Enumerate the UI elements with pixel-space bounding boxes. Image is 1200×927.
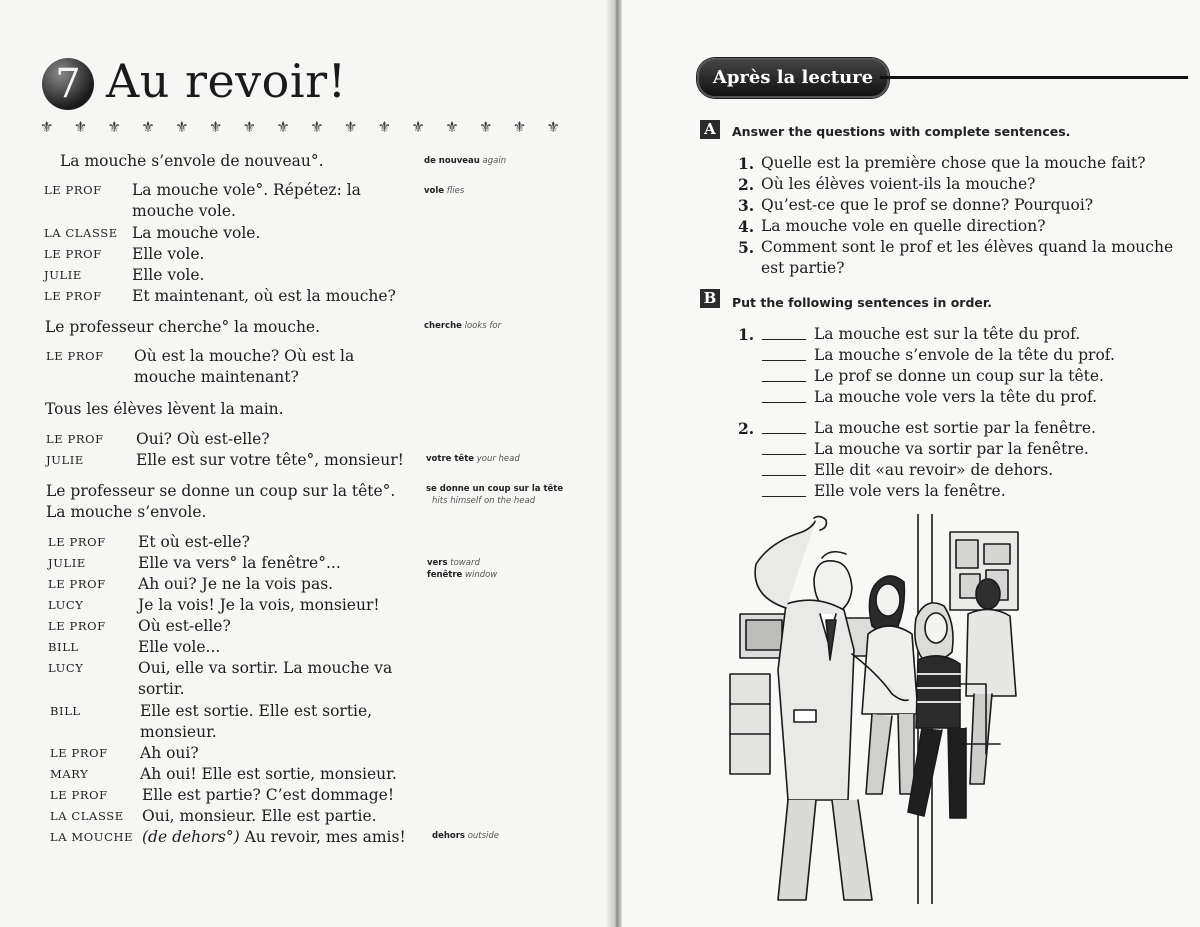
narration-line: La mouche s’envole.	[46, 503, 207, 521]
dialogue-line: mouche maintenant?	[134, 368, 299, 386]
gloss-term: vole	[424, 186, 445, 196]
answer-blank	[762, 496, 806, 497]
answer-blank	[762, 475, 806, 476]
banner-rule	[880, 76, 1188, 79]
dialogue-line: Elle vole...	[138, 638, 221, 656]
gloss-meaning: looks for	[464, 321, 502, 331]
gloss-term: vers	[427, 558, 448, 568]
order-sentence: La mouche s’envole de la tête du prof.	[814, 346, 1115, 364]
fleur-de-lis-icon: ⚜	[546, 118, 560, 136]
gloss-term: votre tête	[426, 454, 475, 464]
dialogue-line: Ah oui? Je ne la vois pas.	[138, 575, 334, 593]
chapter-title: Au revoir!	[106, 54, 347, 108]
classroom-illustration	[722, 514, 1042, 904]
group-number: 2.	[738, 419, 755, 438]
dialogue-line: Oui? Où est-elle?	[136, 430, 270, 448]
dialogue-text: Au revoir, mes amis!	[244, 828, 406, 846]
answer-blank	[762, 339, 806, 340]
dialogue-line: Elle vole.	[132, 266, 205, 284]
question-number: 4.	[738, 217, 755, 236]
fleur-de-lis-icon: ⚜	[208, 118, 223, 136]
gloss-meaning: flies	[446, 186, 465, 196]
speaker-label: LE PROF	[46, 432, 104, 446]
gloss	[432, 830, 499, 842]
speaker-label: LUCY	[48, 661, 84, 675]
gloss	[426, 453, 520, 465]
section-a-instruction: Answer the questions with complete sentences.	[732, 124, 1071, 139]
fleur-de-lis-icon: ⚜	[242, 118, 257, 136]
question-number: 5.	[738, 238, 755, 257]
answer-blank	[762, 381, 806, 382]
speaker-label: JULIE	[44, 268, 82, 282]
gloss-term: se donne un coup sur la tête	[426, 484, 564, 494]
speaker-label: LUCY	[48, 598, 84, 612]
section-b-instruction: Put the following sentences in order.	[732, 295, 992, 310]
speaker-label: LE PROF	[44, 247, 102, 261]
dialogue-line: Elle va vers° la fenêtre°...	[138, 554, 341, 572]
gloss-term: de nouveau	[424, 156, 480, 166]
fleur-de-lis-divider	[40, 118, 560, 136]
dialogue-line: Elle est sur votre tête°, monsieur!	[136, 451, 404, 469]
fleur-de-lis-icon: ⚜	[73, 118, 88, 136]
fleur-de-lis-icon: ⚜	[141, 118, 155, 136]
gloss-meaning: outside	[467, 831, 500, 841]
fleur-de-lis-icon: ⚜	[445, 118, 459, 136]
gloss-meaning: window	[465, 570, 498, 580]
fleur-de-lis-icon: ⚜	[411, 118, 425, 136]
answer-blank	[762, 360, 806, 361]
dialogue-line	[142, 827, 406, 847]
speaker-label: JULIE	[46, 453, 84, 467]
order-sentence: La mouche est sortie par la fenêtre.	[814, 419, 1096, 437]
question-number: 1.	[738, 154, 755, 173]
fleur-de-lis-icon: ⚜	[343, 118, 358, 136]
question-number: 2.	[738, 175, 755, 194]
section-a-badge: A	[700, 120, 720, 139]
order-sentence: Le prof se donne un coup sur la tête.	[814, 367, 1104, 385]
order-sentence: Elle vole vers la fenêtre.	[814, 482, 1006, 500]
speaker-label: LA CLASSE	[44, 226, 118, 240]
dialogue-line: Où est la mouche? Où est la	[134, 347, 355, 365]
fleur-de-lis-icon: ⚜	[276, 118, 290, 136]
stage-direction: (de dehors°)	[142, 828, 240, 846]
question-text: Où les élèves voient-ils la mouche?	[761, 175, 1036, 193]
chapter-number-badge: 7	[42, 58, 94, 110]
dialogue-line: Et maintenant, où est la mouche?	[132, 287, 396, 305]
speaker-label: LE PROF	[44, 289, 102, 303]
gloss	[426, 483, 563, 495]
gloss-meaning: toward	[450, 558, 480, 568]
gloss	[427, 557, 480, 569]
answer-blank	[762, 433, 806, 434]
fleur-de-lis-icon: ⚜	[107, 118, 121, 136]
dialogue-line: mouche vole.	[132, 202, 236, 220]
fleur-de-lis-icon: ⚜	[478, 118, 493, 136]
fleur-de-lis-icon: ⚜	[175, 118, 189, 136]
narration-line: Tous les élèves lèvent la main.	[45, 400, 284, 418]
speaker-label: LE PROF	[50, 788, 108, 802]
speaker-label: LE PROF	[46, 349, 104, 363]
gloss-continuation	[432, 495, 535, 507]
dialogue-line: La mouche vole°. Répétez: la	[132, 181, 361, 199]
order-sentence: La mouche vole vers la tête du prof.	[814, 388, 1098, 406]
dialogue-line: Et où est-elle?	[138, 533, 250, 551]
fleur-de-lis-icon: ⚜	[310, 118, 324, 136]
answer-blank	[762, 454, 806, 455]
gloss-term: dehors	[432, 831, 465, 841]
question-text: Comment sont le prof et les élèves quand la mouche	[761, 238, 1174, 256]
gloss	[424, 185, 464, 197]
gloss	[424, 320, 501, 332]
dialogue-line: Oui, elle va sortir. La mouche va	[138, 659, 393, 677]
question-text: La mouche vole en quelle direction?	[761, 217, 1046, 235]
speaker-label: LE PROF	[48, 619, 106, 633]
gloss-meaning: again	[482, 156, 507, 166]
speaker-label: LE PROF	[48, 535, 106, 549]
dialogue-line: Ah oui! Elle est sortie, monsieur.	[140, 765, 397, 783]
section-b-badge: B	[700, 289, 720, 308]
section-banner: Après la lecture	[697, 58, 889, 98]
gloss-term: cherche	[424, 321, 462, 331]
narration-line: Le professeur cherche° la mouche.	[45, 318, 321, 336]
speaker-label: MARY	[50, 767, 89, 781]
narration-line: La mouche s’envole de nouveau°.	[60, 152, 324, 170]
gloss-meaning: hits himself on the head	[432, 496, 536, 506]
speaker-label: LE PROF	[50, 746, 108, 760]
group-number: 1.	[738, 325, 755, 344]
gloss	[427, 569, 497, 581]
fleur-de-lis-icon: ⚜	[512, 118, 527, 136]
dialogue-line: Où est-elle?	[138, 617, 231, 635]
order-sentence: La mouche va sortir par la fenêtre.	[814, 440, 1089, 458]
speaker-label: LE PROF	[44, 183, 102, 197]
speaker-label: LE PROF	[48, 577, 106, 591]
question-number: 3.	[738, 196, 755, 215]
question-text: Quelle est la première chose que la mouche fait?	[761, 154, 1146, 172]
dialogue-line: Elle est partie? C’est dommage!	[142, 786, 395, 804]
gloss	[424, 155, 506, 167]
speaker-label: BILL	[50, 704, 81, 718]
question-text: Qu’est-ce que le prof se donne? Pourquoi?	[761, 196, 1094, 214]
dialogue-line: monsieur.	[140, 723, 217, 741]
gloss-meaning: your head	[476, 454, 520, 464]
dialogue-line: Je la vois! Je la vois, monsieur!	[138, 596, 380, 614]
dialogue-line: Ah oui?	[140, 744, 199, 762]
dialogue-line: Elle vole.	[132, 245, 205, 263]
question-text: est partie?	[761, 259, 845, 277]
dialogue-line: Oui, monsieur. Elle est partie.	[142, 807, 377, 825]
order-sentence: La mouche est sur la tête du prof.	[814, 325, 1081, 343]
fleur-de-lis-icon: ⚜	[377, 118, 392, 136]
gloss-term: fenêtre	[427, 570, 463, 580]
speaker-label: LA CLASSE	[50, 809, 124, 823]
narration-line: Le professeur se donne un coup sur la tête°.	[46, 482, 396, 500]
order-sentence: Elle dit «au revoir» de dehors.	[814, 461, 1054, 479]
speaker-label: LA MOUCHE	[50, 830, 134, 844]
dialogue-line: sortir.	[138, 680, 185, 698]
speaker-label: BILL	[48, 640, 79, 654]
speaker-label: JULIE	[48, 556, 86, 570]
dialogue-line: La mouche vole.	[132, 224, 261, 242]
dialogue-line: Elle est sortie. Elle est sortie,	[140, 702, 373, 720]
answer-blank	[762, 402, 806, 403]
fleur-de-lis-icon: ⚜	[40, 118, 54, 136]
